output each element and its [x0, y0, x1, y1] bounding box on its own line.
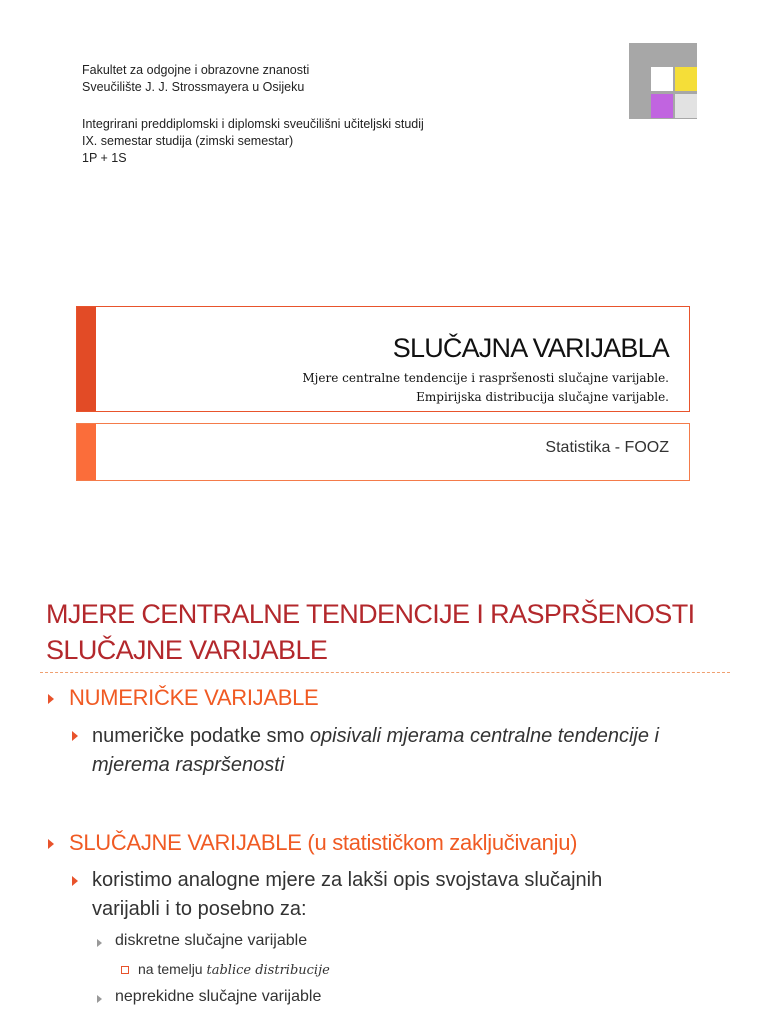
item-discrete-variables: diskretne slučajne varijable	[115, 932, 308, 949]
program-line-2: IX. semestar studija (zimski semestar)	[82, 134, 294, 148]
logo-white-square	[651, 67, 673, 91]
slide-subtitle-line-1: Mjere centralne tendencije i raspršenosti slučajne varijable.	[302, 371, 669, 385]
item-discrete-basis	[138, 961, 330, 978]
bullet-arrow-icon	[72, 876, 78, 886]
title-box	[76, 306, 690, 412]
title-divider	[40, 672, 730, 673]
sub-bullet-arrow-icon	[97, 939, 102, 947]
course-name: Statistika - FOOZ	[545, 439, 669, 456]
square-bullet-icon	[121, 966, 129, 974]
course-accent-bar	[77, 424, 96, 480]
program-block	[82, 116, 424, 167]
program-line-3: 1P + 1S	[82, 151, 127, 165]
item-discrete-basis-italic: tablice distribucije	[206, 963, 330, 978]
slide-2-title-line-1: MJERE CENTRALNE TENDENCIJE I RASPRŠENOSTI	[46, 599, 695, 629]
numeric-description-italic-1: opisivali mjerama centralne tendencije i	[309, 725, 659, 747]
title-accent-bar	[77, 307, 96, 411]
slide-subtitle-line-2: Empirijska distribucija slučajne varijable.	[416, 390, 669, 404]
bullet-arrow-icon	[72, 731, 78, 741]
random-description-line-1: koristimo analogne mjere za lakši opis svojstava slučajnih	[92, 869, 603, 891]
logo-yellow-square	[675, 67, 697, 91]
slide-2-title-line-2: SLUČAJNE VARIJABLE	[46, 635, 328, 665]
institution-block	[82, 62, 309, 96]
numeric-description	[92, 722, 659, 780]
item-continuous-variables: neprekidne slučajne varijable	[115, 988, 322, 1005]
course-box	[76, 423, 690, 481]
bullet-random-variables: SLUČAJNE VARIJABLE (u statističkom zaključivanju)	[69, 830, 578, 855]
slide-2-title	[46, 596, 695, 668]
numeric-description-plain: numeričke podatke smo	[92, 725, 310, 747]
bullet-arrow-icon	[48, 694, 54, 704]
slide-title: SLUČAJNA VARIJABLA	[392, 333, 669, 363]
item-discrete-basis-plain: na temelju	[138, 961, 207, 977]
bullet-arrow-icon	[48, 839, 54, 849]
institution-line-1: Fakultet za odgojne i obrazovne znanosti	[82, 63, 310, 77]
random-variables-description	[92, 866, 602, 924]
logo-purple-square	[651, 94, 673, 118]
bullet-numeric-variables: NUMERIČKE VARIJABLE	[69, 685, 319, 710]
logo-light-gray-square	[675, 94, 697, 118]
program-line-1: Integrirani preddiplomski i diplomski sveučilišni učiteljski studij	[82, 117, 424, 131]
faculty-logo	[629, 43, 697, 119]
institution-line-2: Sveučilište J. J. Strossmayera u Osijeku	[82, 80, 305, 94]
numeric-description-italic-2: mjerema raspršenosti	[92, 754, 285, 776]
sub-bullet-arrow-icon	[97, 995, 102, 1003]
slide-2	[0, 548, 768, 1024]
random-description-line-2: varijabli i to posebno za:	[92, 898, 307, 920]
